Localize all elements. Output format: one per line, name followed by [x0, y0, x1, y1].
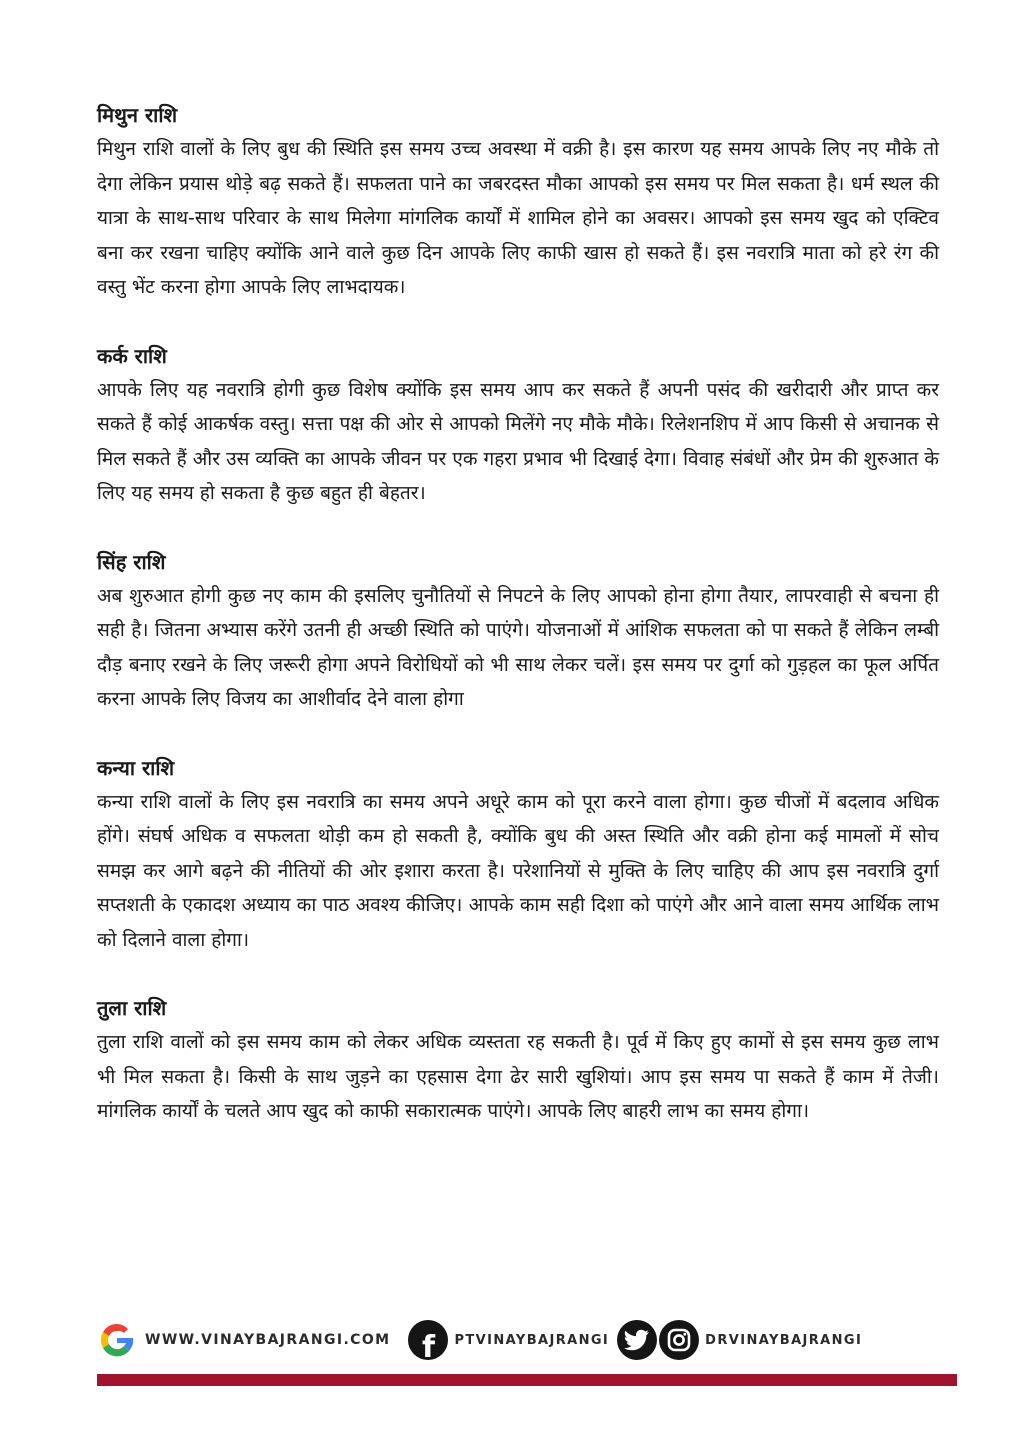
social-handle[interactable]: DRVINAYBAJRANGI — [705, 1332, 863, 1348]
section-text: मिथुन राशि वालों के लिए बुध की स्थिति इस समय उच्च अवस्था में वक्री है। इस कारण यह समय आपके लिए नए मौके तो देगा लेकिन प्रयास थोड़े बढ़ सकते हैं। सफलता पाने का जबरदस्त मौका आपको इस समय पर मिल सकता है। धर्म स्थल की यात्रा के साथ-साथ परिवार के साथ मिलेगा मांगलिक कार्यों में शामिल होने का अवसर। आपको इस समय खुद को एक्टिव बना कर रखना चाहिए क्योंकि आने वाले कुछ दिन आपके लिए काफी खास हो सकते हैं। इस नवरात्रि माता को हरे रंग की वस्तु भेंट करना होगा आपके लिए लाभदायक। — [97, 138, 939, 298]
instagram-icon — [659, 1320, 699, 1360]
section-text: अब शुरुआत होगी कुछ नए काम की इसलिए चुनौतियों से निपटने के लिए आपको होना होगा तैयार, लापरवाही से बचना ही सही है। जितना अभ्यास करेंगे उतनी ही अच्छी स्थिति को पाएंगे। योजनाओं में आंशिक सफलता को पा सकते हैं लेकिन लम्बी दौड़ बनाए रखने के लिए जरूरी होगा अपने विरोधियों को भी साथ लेकर चलें। इस समय पर दुर्गा को गुड़हल का फूल अर्पित करना आपके लिए विजय का आशीर्वाद देने वाला होगा — [97, 584, 939, 710]
section-tula — [97, 991, 939, 1129]
section-mithun — [97, 98, 939, 305]
footer-bar — [97, 1374, 957, 1386]
instagram-camera-glyph — [667, 1328, 691, 1352]
section-text: तुला राशि वालों को इस समय काम को लेकर अधिक व्यस्तता रह सकती है। पूर्व में किए हुए कामों से इस समय कुछ लाभ भी मिल सकता है। किसी के साथ जुड़ने का एहसास देगा ढेर सारी खुशियां। आप इस समय पा सकते हैं काम में तेजी। मांगलिक कार्यों के चलते आप खुद को काफी सकारात्मक पाएंगे। आपके लिए बाहरी लाभ का समय होगा। — [97, 1031, 939, 1122]
document-body — [97, 98, 939, 1163]
google-icon — [97, 1320, 137, 1360]
page-footer — [97, 1318, 957, 1398]
twitter-icon — [617, 1320, 657, 1360]
footer-links — [97, 1318, 957, 1362]
section-heading: कन्या राशि — [97, 755, 175, 780]
section-singh — [97, 545, 939, 717]
twitter-bird-glyph — [624, 1329, 650, 1351]
facebook-handle[interactable]: PTVINAYBAJRANGI — [454, 1332, 610, 1348]
section-heading: मिथुन राशि — [97, 103, 178, 127]
section-heading: कर्क राशि — [97, 343, 167, 368]
section-text: कन्या राशि वालों के लिए इस नवरात्रि का समय अपने अधूरे काम को पूरा करने वाला होगा। कुछ चीजों में बदलाव अधिक होंगे। संघर्ष अधिक व सफलता थोड़ी कम हो सकती है, क्योंकि बुध की अस्त स्थिति और वक्री होना कई मामलों में सोच समझ कर आगे बढ़ने की नीतियों की ओर इशारा करता है। परेशानियों से मुक्ति के लिए चाहिए की आप इस नवरात्रि दुर्गा सप्तशती के एकादश अध्याय का पाठ अवश्य कीजिए। आपके काम सही दिशा को पाएंगे और आने वाला समय आर्थिक लाभ को दिलाने वाला होगा। — [97, 790, 939, 951]
section-text: आपके लिए यह नवरात्रि होगी कुछ विशेष क्योंकि इस समय आप कर सकते हैं अपनी पसंद की खरीदारी और प्राप्त कर सकते हैं कोई आकर्षक वस्तु। सत्ता पक्ष की ओर से आपको मिलेंगे नए मौके मौके। रिलेशनशिप में आप किसी से अचानक से मिल सकते हैं और उस व्यक्ति का आपके जीवन पर एक गहरा प्रभाव भी दिखाई देगा। विवाह संबंधों और प्रेम की शुरुआत के लिए यह समय हो सकता है कुछ बहुत ही बेहतर। — [97, 378, 939, 504]
section-kark — [97, 339, 939, 511]
section-kanya — [97, 751, 939, 958]
facebook-icon: f — [408, 1320, 448, 1360]
section-heading: तुला राशि — [97, 996, 167, 1020]
section-heading: सिंह राशि — [97, 549, 166, 574]
website-link[interactable]: WWW.VINAYBAJRANGI.COM — [145, 1332, 391, 1348]
